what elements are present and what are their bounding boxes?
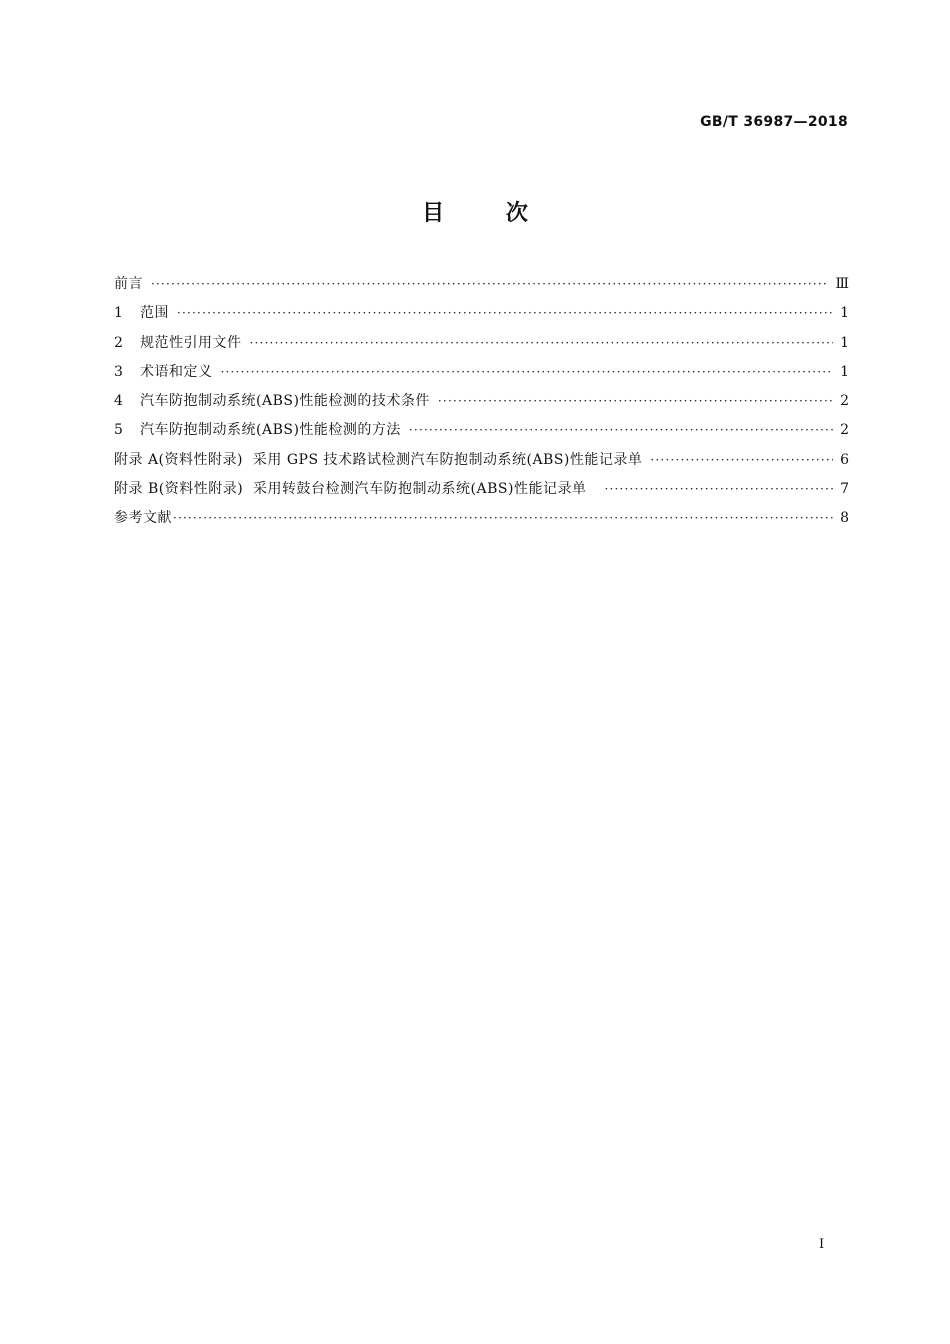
toc-entry-page: 1 (840, 363, 849, 380)
toc-entry-label: 术语和定义 (140, 363, 213, 380)
toc-entry-terms-definitions[interactable] (114, 361, 849, 390)
toc-leader-dots (604, 478, 833, 500)
toc-entry-foreword[interactable] (114, 273, 849, 302)
toc-entry-label: 汽车防抱制动系统(ABS)性能检测的技术条件 (140, 393, 430, 410)
toc-entry-label: 规范性引用文件 (140, 334, 242, 351)
toc-entry-page: 1 (840, 305, 849, 322)
table-of-contents (114, 273, 849, 537)
toc-leader-dots (438, 390, 833, 412)
toc-entry-appendix-a[interactable] (114, 449, 849, 478)
toc-entry-page: 6 (840, 451, 849, 468)
toc-entry-label: 范围 (140, 305, 169, 322)
toc-entry-label: 参考文献 (114, 510, 172, 527)
toc-entry-page: 8 (840, 510, 849, 527)
toc-entry-bibliography[interactable] (114, 507, 849, 536)
toc-entry-normative-references[interactable] (114, 332, 849, 361)
toc-entry-page: 7 (840, 481, 849, 498)
toc-leader-dots (650, 449, 833, 471)
toc-leader-dots (177, 302, 833, 324)
toc-entry-label: 汽车防抱制动系统(ABS)性能检测的方法 (140, 422, 401, 439)
page-number: I (819, 1237, 825, 1252)
toc-entry-technical-conditions[interactable] (114, 390, 849, 419)
toc-entry-page: Ⅲ (835, 276, 849, 292)
toc-entry-number: 2 (114, 334, 123, 351)
toc-entry-label: 附录 A(资料性附录) 采用 GPS 技术路试检测汽车防抱制动系统(ABS)性能记录单 (114, 451, 643, 468)
toc-entry-appendix-b[interactable] (114, 478, 849, 507)
toc-entry-scope[interactable] (114, 302, 849, 331)
toc-entry-label: 附录 B(资料性附录) 采用转鼓台检测汽车防抱制动系统(ABS)性能记录单 (114, 481, 587, 498)
toc-entry-number: 5 (114, 422, 123, 439)
toc-entry-page: 1 (840, 334, 849, 351)
toc-entry-label: 前言 (114, 276, 143, 292)
toc-entry-test-methods[interactable] (114, 419, 849, 448)
toc-entry-number: 1 (114, 305, 123, 322)
toc-leader-dots (173, 507, 833, 529)
toc-entry-number: 4 (114, 393, 123, 410)
toc-leader-dots (221, 361, 834, 383)
toc-entry-number: 3 (114, 363, 123, 380)
toc-leader-dots (409, 419, 833, 441)
toc-leader-dots (151, 273, 829, 295)
toc-entry-page: 2 (840, 393, 849, 410)
toc-leader-dots (250, 332, 834, 354)
toc-entry-page: 2 (840, 422, 849, 439)
page-title: 目 次 (422, 201, 528, 226)
standard-code: GB/T 36987—2018 (700, 114, 848, 130)
